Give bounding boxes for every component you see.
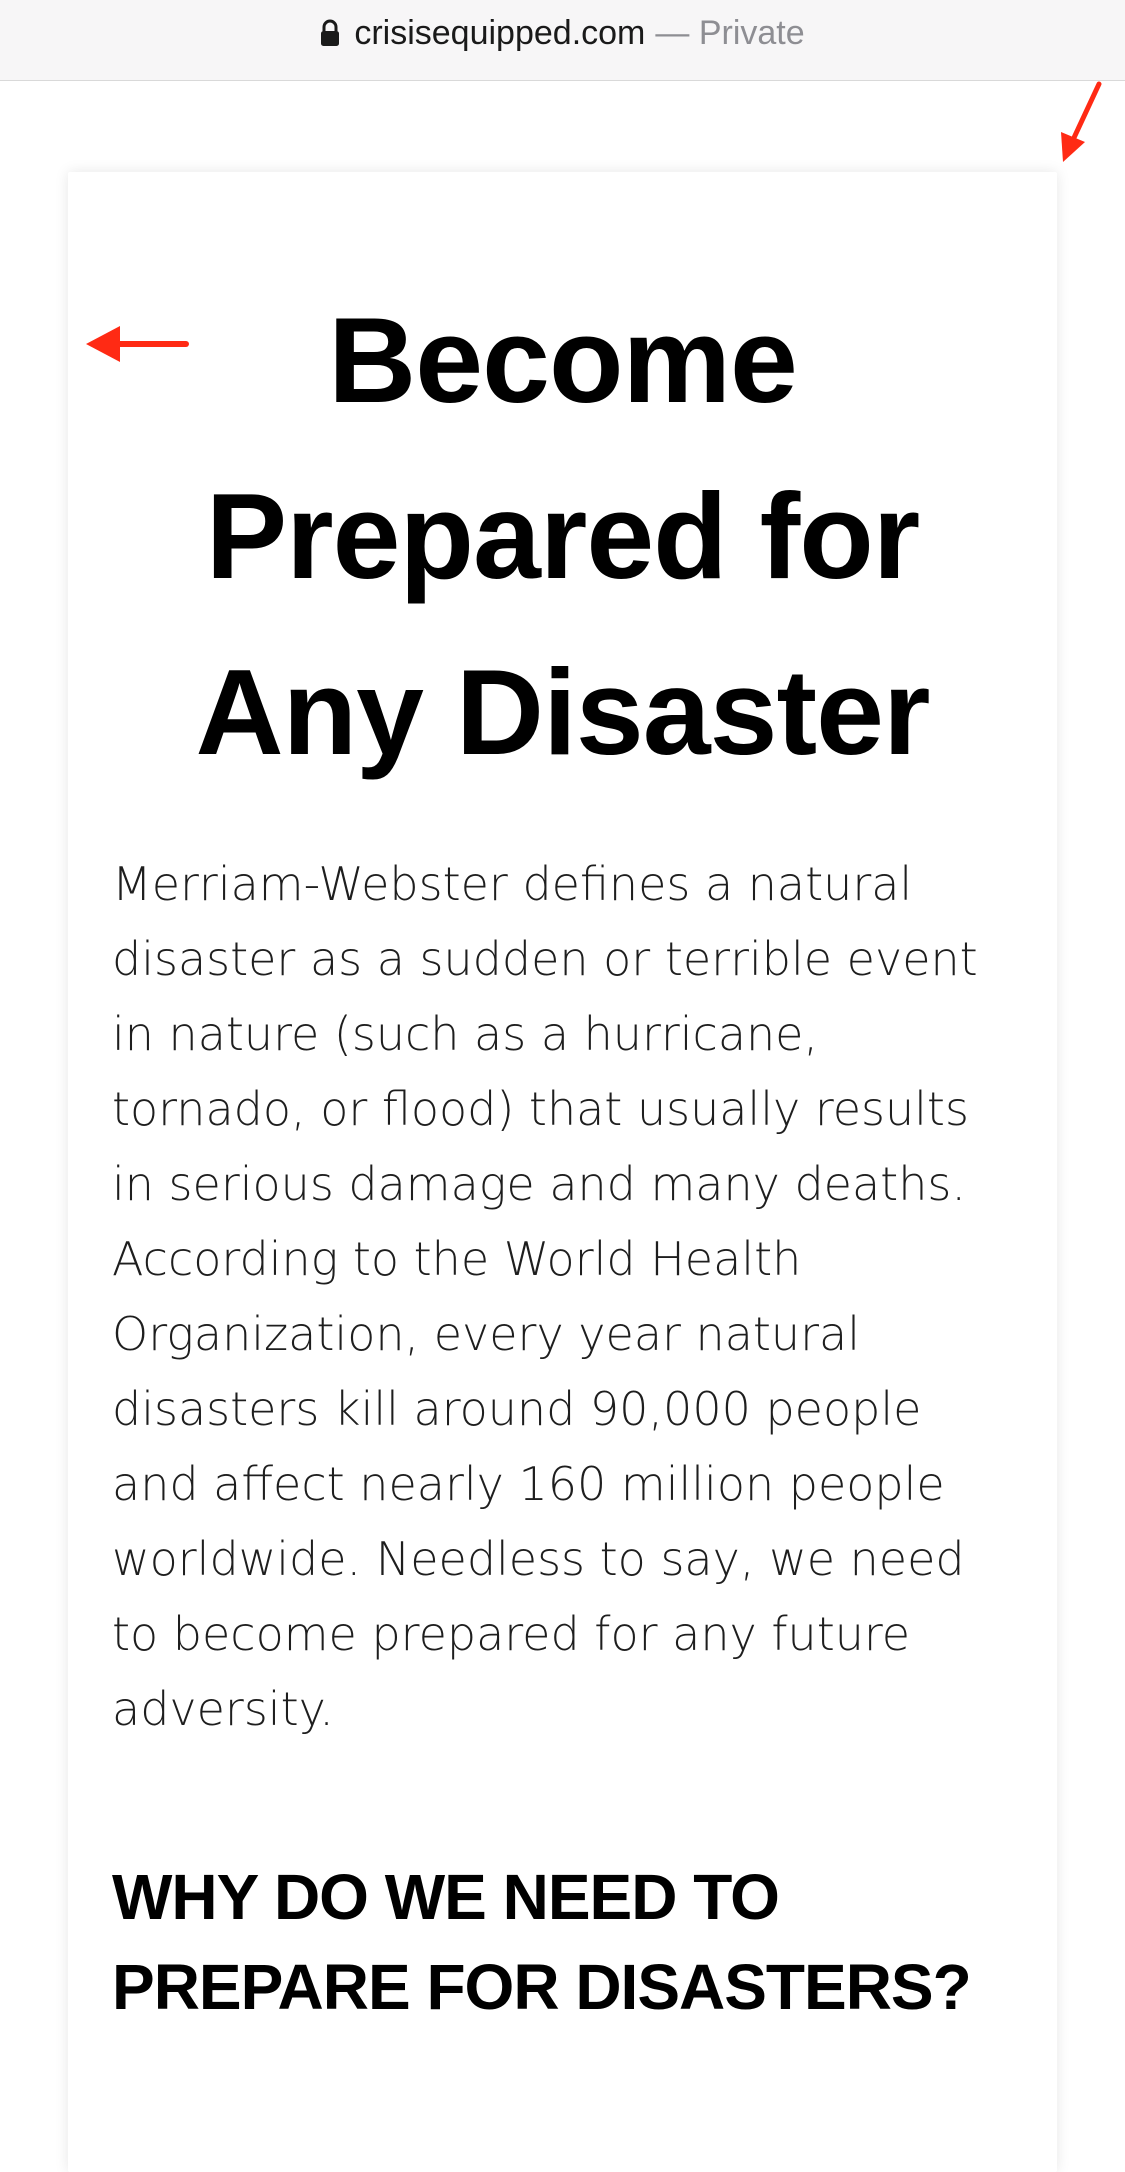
intro-paragraph: Merriam-Webster defines a natural disaster as a sudden or terrible event in nature (such as a hurricane, tornado, or flood) that usually results in serious damage and many deaths. According to the World Health Organization, every year natural disasters kill around 90,000 people and affect nearly 160 million people worldwide. Needless to say, we need to become prepared for any future adversity. [112,857,978,1736]
title-line-3: Any Disaster [195,644,930,780]
arrow-down-left-icon [1055,80,1105,166]
arrow-left-icon [84,318,190,370]
page-title [68,272,1057,800]
private-label-text: Private [698,13,805,52]
lock-icon [320,19,340,47]
title-line-1: Become [328,292,797,428]
article-card [68,172,1057,2172]
title-line-2: Prepared for [205,468,920,604]
section-heading: WHY DO WE NEED TO PREPARE FOR DISASTERS? [112,1861,971,2023]
private-mode-label [655,14,804,53]
address-separator: — [655,13,690,52]
address-domain: crisisequipped.com [354,13,646,52]
address-display[interactable] [320,14,804,53]
browser-address-bar[interactable] [0,0,1125,81]
